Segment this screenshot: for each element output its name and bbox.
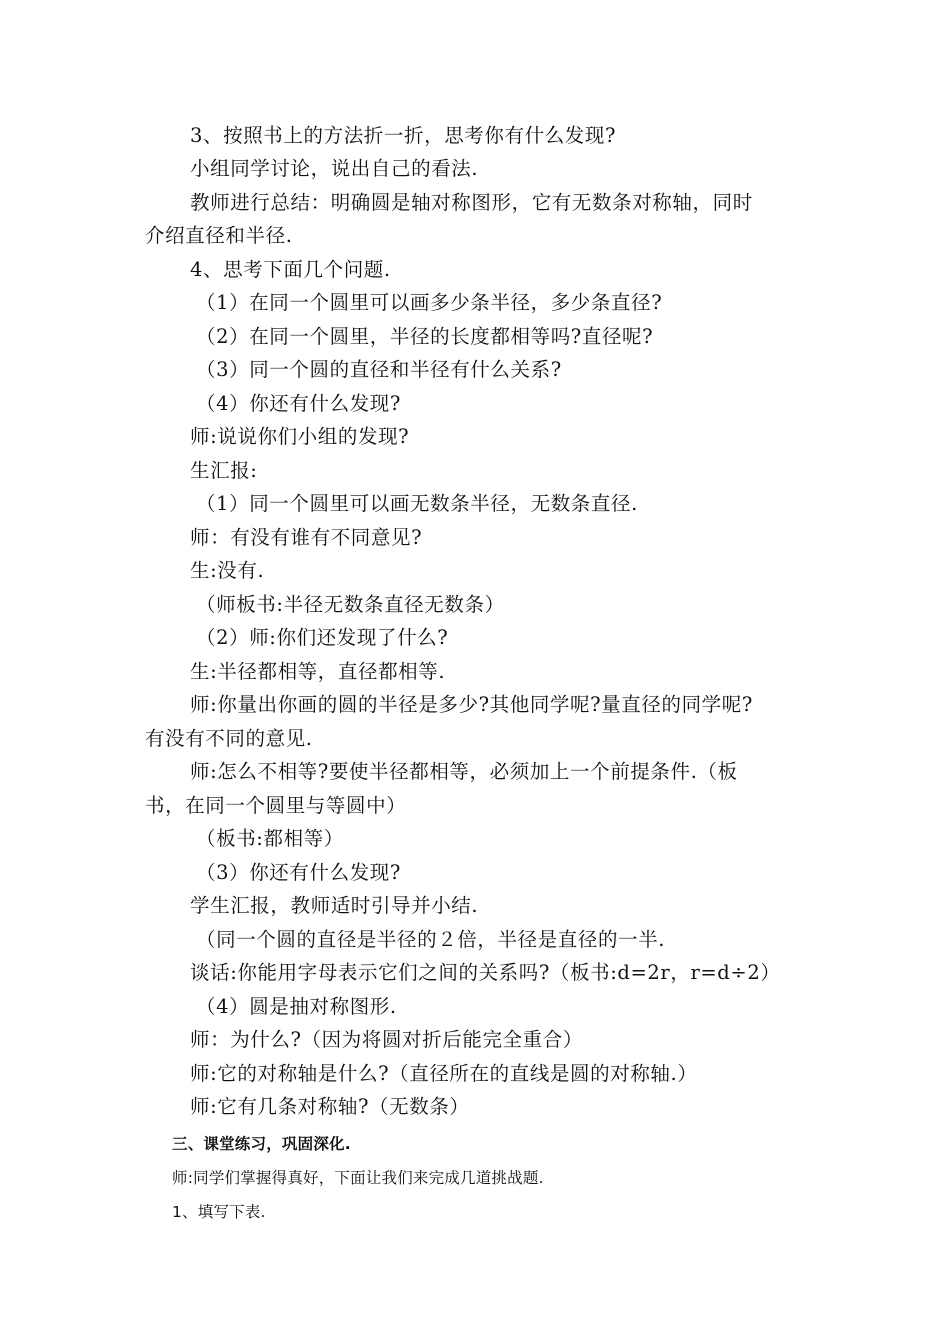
text-line: （同一个圆的直径是半径的２倍，半径是直径的一半. — [196, 928, 666, 951]
text-line: 谈话:你能用字母表示它们之间的关系吗?（板书:d=2r，r=d÷2） — [190, 961, 781, 984]
text-line: （3）同一个圆的直径和半径有什么关系? — [196, 358, 562, 381]
text-line: 1、填写下表. — [172, 1203, 266, 1221]
text-line: 师:怎么不相等?要使半径都相等，必须加上一个前提条件.（板 — [190, 760, 738, 783]
text-line: （1）同一个圆里可以画无数条半径，无数条直径. — [196, 492, 638, 515]
text-line: 师:它有几条对称轴?（无数条） — [190, 1095, 470, 1118]
text-line: 师:同学们掌握得真好，下面让我们来完成几道挑战题. — [172, 1169, 544, 1187]
text-line: 生:半径都相等，直径都相等. — [190, 660, 446, 683]
text-line: 师:它的对称轴是什么?（直径所在的直线是圆的对称轴.） — [190, 1062, 698, 1085]
text-line: 师:你量出你画的圆的半径是多少?其他同学呢?量直径的同学呢? — [190, 693, 753, 716]
text-line: （3）你还有什么发现? — [196, 861, 401, 884]
text-line: 生汇报: — [190, 459, 258, 482]
text-line: （1）在同一个圆里可以画多少条半径，多少条直径? — [196, 291, 663, 314]
text-line: 4、思考下面几个问题. — [190, 258, 391, 281]
text-line: 书，在同一个圆里与等圆中） — [145, 794, 407, 817]
text-line: （2）在同一个圆里，半径的长度都相等吗?直径呢? — [196, 325, 654, 348]
text-line: 师：为什么?（因为将圆对折后能完全重合） — [190, 1028, 583, 1051]
text-line: （师板书:半径无数条直径无数条） — [196, 593, 505, 616]
text-line: 小组同学讨论，说出自己的看法. — [190, 157, 479, 180]
text-line: 学生汇报，教师适时引导并小结. — [190, 894, 479, 917]
text-line: 师：有没有谁有不同意见? — [190, 526, 423, 549]
text-line: 有没有不同的意见. — [145, 727, 313, 750]
text-line: （2）师:你们还发现了什么? — [196, 626, 449, 649]
text-line: 生:没有. — [190, 559, 265, 582]
text-line: 师:说说你们小组的发现? — [190, 425, 410, 448]
text-line: 教师进行总结：明确圆是轴对称图形，它有无数条对称轴，同时 — [190, 191, 753, 214]
text-line: 3、按照书上的方法折一折，思考你有什么发现? — [190, 124, 617, 147]
section-heading: 三、课堂练习，巩固深化. — [172, 1135, 351, 1153]
text-line: （4）圆是抽对称图形. — [196, 995, 397, 1018]
text-line: （板书:都相等） — [196, 827, 344, 850]
text-line: （4）你还有什么发现? — [196, 392, 401, 415]
text-line: 介绍直径和半径. — [145, 224, 293, 247]
